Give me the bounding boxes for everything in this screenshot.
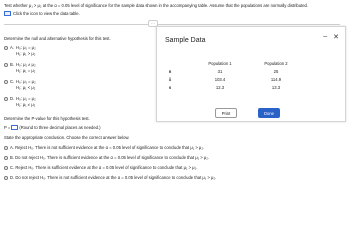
pvalue-prefix: P = (4, 125, 11, 130)
option-text: A. Reject H₀. There is not sufficient evidence at the α = 0.05 level of significance to conclude that μ₁ > μ₂. (10, 145, 205, 150)
radio-button[interactable] (4, 146, 8, 150)
hypothesis-option-a[interactable] (4, 45, 36, 57)
drag-handle[interactable]: ⋯ (148, 20, 158, 27)
table-cell: 103.4 (214, 77, 226, 82)
h1-text: H₁: μ₁ ≠ μ₂ (16, 102, 36, 108)
hypothesis-option-b[interactable] (4, 62, 36, 74)
table-cell: 25 (273, 69, 279, 74)
h0-text: H₀: μ₁ = μ₂ (16, 45, 36, 50)
pvalue-row (4, 125, 101, 130)
conclusion-option-c[interactable] (4, 165, 197, 170)
radio-button[interactable] (4, 156, 8, 160)
pvalue-prompt: Determine the P-value for this hypothesis test. (4, 116, 90, 121)
print-button[interactable]: Print (215, 108, 237, 118)
question-text: Test whether μ₁ > μ₂ at the α = 0.05 level of significance for the sample data shown in the accompanying table. Assume that the populations are normally distributed. (4, 3, 309, 8)
h1-text: H₁: μ₁ < μ₂ (16, 85, 36, 91)
close-icon[interactable]: ✕ (333, 34, 339, 41)
table-cell: 13.3 (271, 85, 281, 90)
option-text: C. Reject H₀. There is sufficient evidence at the α = 0.05 level of significance to conclude that μ₁ > μ₂. (10, 165, 198, 170)
table-cell: 114.9 (270, 77, 282, 82)
data-link-label: Click the icon to view the data table. (13, 11, 80, 16)
minimize-icon[interactable]: – (323, 33, 328, 40)
conclusion-option-a[interactable] (4, 145, 204, 150)
pvalue-hint: (Round to three decimal places as needed.) (19, 125, 101, 130)
radio-button[interactable] (4, 176, 8, 180)
radio-button[interactable] (4, 46, 8, 50)
option-letter: A. (10, 45, 14, 50)
h1-text: H₁: μ₁ > μ₂ (16, 51, 36, 57)
h0-text: H₀: μ₁ = μ₂ (16, 96, 36, 101)
radio-button[interactable] (4, 80, 8, 84)
hypothesis-option-d[interactable] (4, 96, 36, 108)
option-letter: B. (10, 62, 14, 67)
table-cell: 12.3 (215, 85, 225, 90)
hypothesis-option-c[interactable] (4, 79, 36, 91)
row-label: s (168, 85, 172, 90)
column-header: Population 1 (208, 61, 232, 66)
option-text: B. Do not reject H₀. There is sufficient evidence at the α = 0.05 level of significance to conclude that μ₁ > μ₂. (10, 155, 210, 160)
h1-text: H₁: μ₁ = μ₂ (16, 68, 36, 74)
radio-button[interactable] (4, 166, 8, 170)
popup-title: Sample Data (165, 37, 206, 44)
conclusion-option-d[interactable] (4, 175, 216, 180)
row-label: n (168, 69, 172, 74)
conclusion-prompt: State the appropriate conclusion. Choose the correct answer below. (4, 135, 130, 140)
data-table-link[interactable] (4, 11, 80, 16)
h0-text: H₀: μ₁ = μ₂ (16, 79, 36, 84)
option-letter: C. (10, 79, 15, 84)
sample-data-popup (156, 26, 346, 122)
radio-button[interactable] (4, 63, 8, 67)
option-letter: D. (10, 96, 15, 101)
h0-text: H₀: μ₁ ≠ μ₂ (16, 62, 36, 67)
done-button[interactable]: Done (258, 108, 280, 118)
pvalue-input[interactable] (11, 125, 18, 130)
conclusion-option-b[interactable] (4, 155, 209, 160)
table-icon[interactable] (4, 11, 11, 16)
separator (4, 24, 340, 25)
radio-button[interactable] (4, 97, 8, 101)
row-label: x̄ (168, 77, 172, 82)
table-cell: 31 (217, 69, 223, 74)
column-header: Population 2 (264, 61, 288, 66)
option-text: D. Do not reject H₀. There is not sufficient evidence at the α = 0.05 level of significance to conclude that μ₁ > μ₂. (10, 175, 217, 180)
window-controls (323, 33, 339, 41)
hypotheses-prompt: Determine the null and alternative hypothesis for this test. (4, 36, 111, 41)
